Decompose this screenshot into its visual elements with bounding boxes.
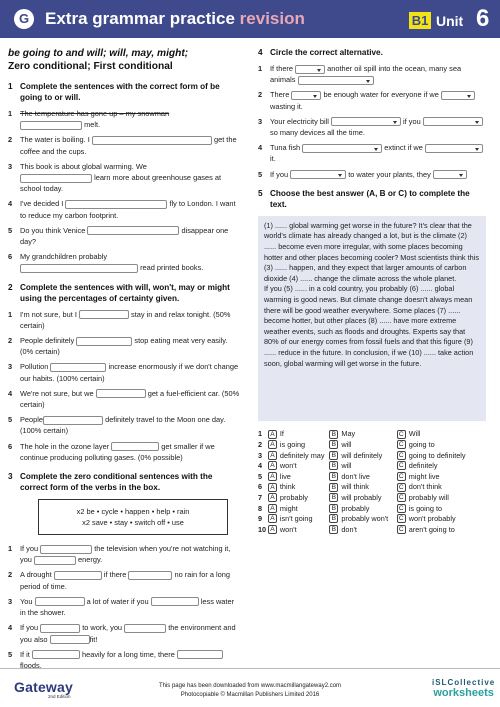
choice-dropdown[interactable]: [441, 91, 475, 100]
choice-dropdown[interactable]: [331, 117, 401, 126]
ex1-item: 6 My grandchildren probably read printed books.: [8, 252, 204, 273]
ex3-item: 1 If you the television when you're not watching it, you energy.: [8, 544, 231, 565]
answer-field[interactable]: [76, 337, 132, 346]
option-c-box[interactable]: C: [397, 440, 406, 449]
answer-field[interactable]: [34, 556, 76, 565]
choice-dropdown[interactable]: [423, 117, 483, 126]
ex2-item: 5 People definitely travel to the Moon one day. (100% certain): [8, 415, 226, 436]
option-c-box[interactable]: C: [397, 472, 406, 481]
option-b-box[interactable]: B: [329, 451, 338, 460]
ex1-item: 3 This book is about global warming. We learn more about greenhouse gases at school today.: [8, 161, 222, 194]
level-badge: B1: [409, 12, 431, 29]
answer-field[interactable]: [177, 650, 223, 659]
word-box: [38, 499, 228, 535]
option-a-box[interactable]: A: [268, 493, 277, 502]
section-title-line2: Zero conditional; First conditional: [8, 61, 173, 72]
answer-field[interactable]: [43, 416, 103, 425]
ex2-item: 4 We're not sure, but we get a fuel-efficient car. (50% certain): [8, 388, 240, 410]
ex1-item: 1 The temperature has gone up – my snowman melt.: [8, 109, 170, 130]
answer-field[interactable]: [54, 571, 102, 580]
answer-row: 8 A might B probably C is going to: [258, 503, 443, 513]
choice-dropdown[interactable]: [290, 170, 346, 179]
option-c-box[interactable]: C: [397, 525, 406, 534]
option-b-box[interactable]: B: [329, 461, 338, 470]
reading-paragraph-1: (1) ...... global warming get worse in the future? It's clear that the world's climate has already changed a lot, but is the climate (2) ...... become even more irregular, with some places becoming hotter and other places becoming cooler? Most scientists think this (3) ...... happen, and they expect that larger amounts of carbon dioxide (4) ...... change the climate across the whole planet.: [264, 220, 479, 283]
answer-field[interactable]: [96, 389, 146, 398]
answer-row: 1 A If B May C Will: [258, 429, 421, 439]
option-b-box[interactable]: B: [329, 472, 338, 481]
footer-text: [120, 682, 380, 700]
exercise-3-heading: 3 Complete the zero conditional sentences with the correct form of the verbs in the box.: [8, 471, 240, 493]
option-b-box[interactable]: B: [329, 493, 338, 502]
page-header: [0, 0, 500, 38]
ex3-item: 3 You a lot of water if you less water in the shower.: [8, 596, 235, 618]
answer-field[interactable]: [40, 545, 92, 554]
answer-row: 3 A definitely may B will definitely C going to definitely: [258, 450, 466, 460]
option-b-box[interactable]: B: [329, 440, 338, 449]
page-title: [45, 8, 305, 30]
option-a-box[interactable]: A: [268, 483, 277, 492]
answer-field[interactable]: [50, 635, 90, 644]
ex4-item: 2 There be enough water for everyone if we wasting it.: [258, 89, 486, 111]
choice-dropdown[interactable]: [425, 144, 483, 153]
answer-field[interactable]: [50, 363, 106, 372]
exercise-5-heading: 5 Choose the best answer (A, B or C) to complete the text.: [258, 188, 486, 210]
option-b-box[interactable]: B: [329, 514, 338, 523]
reading-paragraph-2: If you (5) ...... in a cold country, you probably (6) ...... global warming is good news. But climate change doesn't always mean there will be good weather everywhere. Some places (7) ...... become hotter, but other places (8) ...... have more extreme weather events, such as floods and droughts. Experts say that 80% of our energy comes from fossil fuels and that this figure (9) ...... reduce in the future. In conclusion, if we (10) ...... take action soon, global warming will get worse in the future.: [264, 284, 474, 368]
option-a-box[interactable]: A: [268, 430, 277, 439]
title-main: Extra grammar practice: [45, 9, 235, 28]
exercise-1-instructions: Complete the sentences with the correct form of be going to or will.: [20, 82, 220, 102]
answer-field[interactable]: [128, 571, 172, 580]
exercise-4-heading: 4 Circle the correct alternative.: [258, 48, 383, 57]
answer-field[interactable]: [40, 624, 80, 633]
ex4-item: 3 Your electricity bill if you so many devices all the time.: [258, 116, 486, 138]
section-title: [8, 47, 240, 73]
choice-dropdown[interactable]: [433, 170, 467, 179]
unit-label: Unit: [436, 13, 464, 29]
choice-dropdown[interactable]: [291, 91, 321, 100]
answer-field[interactable]: [111, 442, 159, 451]
option-c-box[interactable]: C: [397, 483, 406, 492]
ex2-item: 2 People definitely stop eating meat very easily. (0% certain): [8, 336, 228, 357]
exercise-2-instructions: Complete the sentences with will, won't, may or might using the percentages of certainty given.: [20, 282, 230, 303]
word-box-line2: x2 save • stay • switch off • use: [82, 518, 184, 528]
answer-row: 10 A won't B don't C aren't going to: [258, 524, 455, 534]
option-b-box[interactable]: B: [329, 483, 338, 492]
choice-dropdown[interactable]: [298, 76, 374, 85]
choice-dropdown[interactable]: [302, 144, 382, 153]
ex1-item: 4 I've decided I fly to London. I want to reduce my carbon footprint.: [8, 199, 236, 220]
gateway-edition: 2nd Edition: [48, 694, 71, 699]
option-a-box[interactable]: A: [268, 514, 277, 523]
choice-dropdown[interactable]: [295, 65, 325, 74]
exercise-2-heading: 2 Complete the sentences with will, won't, may or might using the percentages of certainty given.: [8, 282, 240, 304]
page-footer: [0, 668, 500, 707]
download-notice: This page has been downloaded from www.macmillangateway2.com: [158, 683, 342, 689]
ex3-item: 4 If you to work, you the environment and you also fit!: [8, 623, 236, 644]
option-b-box[interactable]: B: [329, 525, 338, 534]
answer-field[interactable]: [35, 597, 85, 606]
copyright-notice: Photocopiable © Macmillan Publishers Limited 2016: [180, 692, 320, 698]
answer-field[interactable]: [20, 121, 82, 130]
answer-row: 4 A won't B will C definitely: [258, 461, 438, 471]
answer-field[interactable]: [87, 226, 179, 235]
ex4-item: 1 If there another oil spill into the ocean, many sea animals: [258, 64, 462, 85]
right-column: [258, 47, 486, 535]
answer-options-list: [258, 429, 486, 535]
ex2-item: 6 The hole in the ozone layer get smaller if we continue producing polluting gases. (0% possible): [8, 441, 215, 462]
option-a-box[interactable]: A: [268, 461, 277, 470]
option-c-box[interactable]: C: [397, 461, 406, 470]
gateway-brand-logo: Gateway: [14, 679, 73, 695]
option-b-box[interactable]: B: [329, 430, 338, 439]
option-a-box[interactable]: A: [268, 504, 277, 513]
left-column: [8, 47, 240, 675]
answer-row: 5 A live B don't live C might live: [258, 471, 440, 481]
answer-field[interactable]: [124, 624, 166, 633]
option-c-box[interactable]: C: [397, 504, 406, 513]
islcollective-logo: iSLCollective worksheets: [432, 678, 496, 699]
option-c-box[interactable]: C: [397, 493, 406, 502]
ex4-item: 5 If you to water your plants, they: [258, 169, 486, 180]
answer-row: 7 A probably B will probably C probably will: [258, 492, 449, 502]
option-a-box[interactable]: A: [268, 525, 277, 534]
answer-field[interactable]: [20, 264, 138, 273]
answer-field[interactable]: [65, 200, 167, 209]
section-title-line1: be going to and will; will, may, might;: [8, 48, 189, 59]
answer-field[interactable]: [151, 597, 199, 606]
answer-field[interactable]: [79, 310, 129, 319]
answer-row: 9 A isn't going B probably won't C won't probably: [258, 514, 456, 524]
ex2-item: 3 Pollution increase enormously if we don't change our habits. (100% certain): [8, 362, 239, 383]
answer-field[interactable]: [92, 136, 212, 145]
ex4-item: 4 Tuna fish extinct if we it.: [258, 142, 486, 164]
ex3-item: 2 A drought if there no rain for a long period of time.: [8, 570, 230, 591]
ex2-item: 1 I'm not sure, but I stay in and relax tonight. (50% certain): [8, 309, 231, 330]
exercise-3-instructions: Complete the zero conditional sentences with the correct form of the verbs in the box.: [20, 472, 213, 493]
unit-number: 6: [476, 5, 490, 32]
answer-field[interactable]: [20, 174, 92, 183]
gateway-logo-icon: G: [14, 9, 34, 29]
exercise-5-instructions: Choose the best answer (A, B or C) to complete the text.: [270, 188, 470, 209]
ex3-item: 5 If it heavily for a long time, there floods.: [8, 649, 240, 671]
option-c-box[interactable]: C: [397, 430, 406, 439]
reading-text-box: [258, 216, 486, 421]
word-box-line1: x2 be • cycle • happen • help • rain: [76, 507, 190, 517]
answer-row: 2 A is going B will C going to: [258, 439, 435, 449]
exercise-4-instructions: Circle the correct alternative.: [270, 48, 383, 57]
option-c-box[interactable]: C: [397, 514, 406, 523]
ex1-item: 2 The water is boiling. I get the coffee and the cups.: [8, 135, 237, 156]
answer-row: 6 A think B will think C don't think: [258, 482, 442, 492]
ex1-item: 5 Do you think Venice disappear one day?: [8, 225, 229, 247]
option-a-box[interactable]: A: [268, 451, 277, 460]
option-c-box[interactable]: C: [397, 451, 406, 460]
title-revision: revision: [239, 9, 305, 28]
option-a-box[interactable]: A: [268, 440, 277, 449]
option-a-box[interactable]: A: [268, 472, 277, 481]
option-b-box[interactable]: B: [329, 504, 338, 513]
answer-field[interactable]: [32, 650, 80, 659]
exercise-1-heading: 1 Complete the sentences with the correct form of be going to or will.: [8, 81, 240, 103]
